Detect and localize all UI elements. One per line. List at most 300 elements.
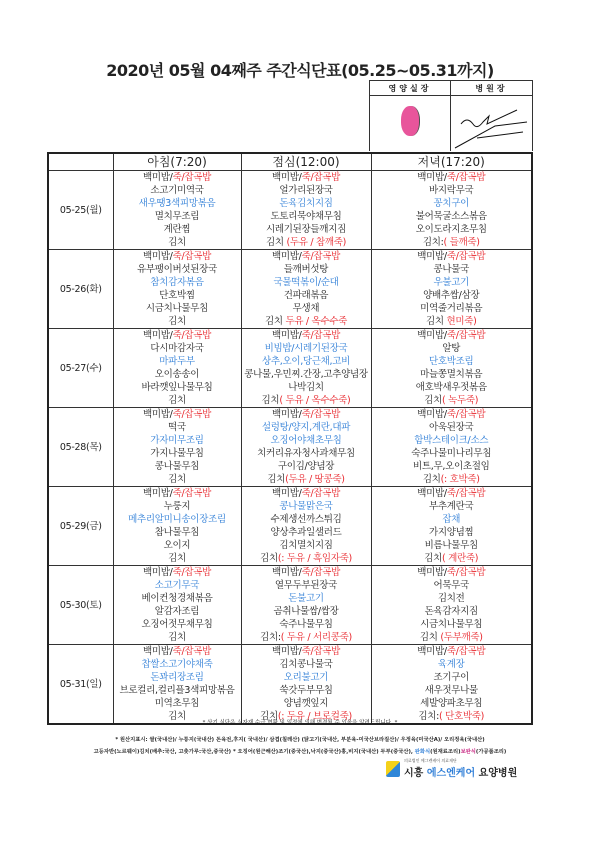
menu-item [372,236,532,249]
menu-item-text: 김치: [260,632,281,643]
menu-item-text: 불어묵굴소스볶음 [415,211,487,222]
menu-item-text: 양념깻잎지 [283,698,329,709]
menu-item-text: 가지나물무침 [150,448,204,459]
menu-item-text: 나박김치 [288,382,324,393]
menu-item-text: 알감자조림 [154,606,200,617]
menu-item-text: 가지양념찜 [429,527,474,538]
change-notice: * 상기 식단은 식자재 수급 현황 및 일정에 의해 변경될 수 있음을 알려드립니다. * [202,720,398,726]
menu-item [242,552,371,565]
menu-item-text: 국물떡볶이/순대 [273,277,339,288]
menu-item [372,394,532,407]
menu-item [114,184,241,197]
menu-item-text: 김치 [261,395,280,406]
menu-item-text: 도토리묵야채무침 [270,211,342,222]
menu-item-text: 죽/잡곡밥 [172,409,211,420]
menu-item-text: 죽/잡곡밥 [172,251,211,262]
menu-item-text: 백미밥/ [272,172,302,183]
menu-item [114,434,241,447]
soft-diet-note: (원재료조리) [430,749,461,755]
breakfast-cell [113,566,241,645]
header-row [48,153,532,171]
menu-item [114,487,241,500]
menu-item-text: 김치 [168,711,186,722]
menu-item-text: 백미밥/ [143,567,173,578]
menu-item [372,342,532,355]
menu-item-text: 죽/잡곡밥 [301,330,340,341]
menu-item [242,197,371,210]
menu-item-text: 백미밥/ [143,251,173,262]
menu-item [114,394,241,407]
menu-item [242,276,371,289]
menu-item [114,276,241,289]
dinner-cell [371,171,532,250]
menu-item [114,447,241,460]
menu-item [372,171,532,184]
menu-item-text: 백미밥/ [417,488,447,499]
menu-item-text: 김치 [260,711,278,722]
menu-item-text: 김치 [168,237,186,248]
menu-item-text: 브로컬리,컬리플3색피망볶음 [119,685,235,696]
menu-item [372,210,532,223]
day-row [48,250,532,329]
menu-item-text: 백미밥/ [143,488,173,499]
menu-item-text: 죽/잡곡밥 [446,330,486,341]
menu-item [114,645,241,658]
hospital-logo [386,758,517,779]
menu-item-text: ( 단호박죽) [439,711,485,722]
menu-item-text: 무생채 [292,303,320,314]
menu-item-text: ( 들깨죽) [443,237,480,248]
menu-item-text: (두유 / 참깨죽) [286,237,347,248]
menu-item [242,645,371,658]
menu-item [114,552,241,565]
menu-item-text: 새우젓무나물 [424,685,478,696]
approval-stamp-cell [370,96,451,151]
menu-item [114,289,241,302]
menu-item-text: 백미밥/ [417,172,447,183]
menu-item [372,460,532,473]
menu-item-text: 돈육감자지짐 [424,606,478,617]
menu-item-text: 시금치나물무침 [420,619,483,630]
menu-item [372,381,532,394]
menu-item-text: 죽/잡곡밥 [446,567,486,578]
menu-item-text: 백미밥/ [143,330,173,341]
menu-item [242,289,371,302]
menu-item-text: 설렁탕/양지,계란,대파 [261,422,351,433]
soft-diet-label: 완화식 [414,749,431,755]
menu-item-text: 죽/잡곡밥 [301,567,340,578]
day-row [48,329,532,408]
menu-item [242,381,371,394]
menu-item [242,592,371,605]
menu-item [242,697,371,710]
menu-item [242,184,371,197]
menu-item [242,447,371,460]
logo-mark-icon [386,761,400,777]
menu-item [372,197,532,210]
menu-item [114,539,241,552]
menu-item-text: 김치멸치지짐 [279,540,333,551]
menu-item-text: 김치 [168,553,186,564]
approval-box [369,80,533,151]
supplement-diet-note: (가공품조리) [475,749,507,755]
menu-item-text: 백미밥/ [272,488,302,499]
menu-item [372,605,532,618]
menu-item-text: 죽/잡곡밥 [446,172,486,183]
menu-item [372,671,532,684]
menu-item-text: ( 두유 / 옥수수죽) [279,395,351,406]
menu-item [114,513,241,526]
menu-item-text: 죽/잡곡밥 [301,409,340,420]
menu-item [372,631,532,644]
menu-item-text: 소고기무국 [154,580,200,591]
menu-item-text: 김치 [267,474,286,485]
menu-item [372,592,532,605]
menu-item-text: 죽/잡곡밥 [446,488,486,499]
menu-item-text: 단호박찜 [159,290,195,301]
menu-item [372,368,532,381]
menu-item [114,421,241,434]
menu-item-text: 조기구이 [433,672,469,683]
menu-item [114,223,241,236]
menu-item-text: 김치 [265,237,287,248]
menu-item-text: 다시마감자국 [150,343,204,354]
menu-item-text: 곰취나물쌈/쌈장 [273,606,339,617]
menu-item [372,539,532,552]
menu-item-text: 소고기미역국 [150,185,204,196]
menu-item-text: 백미밥/ [272,330,302,341]
menu-item-text: 애호박새우젓볶음 [415,382,487,393]
signature [451,96,531,151]
menu-item-text: 백미밥/ [272,567,302,578]
menu-item-text: 돈육김치지짐 [279,198,333,209]
menu-item [242,605,371,618]
menu-item-text: 김치 [424,395,443,406]
header-lunch: 점심(12:00) [241,153,371,171]
menu-item-text: 죽/잡곡밥 [301,488,340,499]
weekly-menu-table [47,152,533,725]
menu-item [242,473,371,486]
menu-item-text: 얼가리된장국 [279,185,333,196]
menu-item-text: 김치 [422,474,441,485]
menu-item-text: 시금치나물무침 [145,303,209,314]
day-row [48,487,532,566]
origin-info-line2 [0,747,600,755]
menu-item-text: 누룽지 [163,501,191,512]
menu-item-text: ( 녹두죽) [442,395,479,406]
menu-item [242,250,371,263]
menu-item-text: 백미밥/ [272,646,302,657]
menu-item [114,618,241,631]
date-cell: 05-29(금) [48,487,113,566]
menu-item-text: 함박스테이크/소스 [414,435,489,446]
menu-item-text: 죽/잡곡밥 [446,409,486,420]
menu-item-text: 바라깻잎나물무침 [141,382,213,393]
menu-item-text: 떡국 [168,422,186,433]
menu-item-text: 치커리유자청사과채무침 [257,448,355,459]
origin-text: 고등자반(노르웨이)김치(배추:국산, 고춧가루:국산,중국산) * 오징어(원근해산)조기(중국산),낙지(중국산)홍,비지(국내산) 두부(중국산), [93,749,415,755]
menu-item-text: 찹쌀소고기야채죽 [141,659,213,670]
menu-item [372,513,532,526]
menu-item-text: 오이지 [163,540,191,551]
logo-name-part: 시흥 [404,768,427,779]
menu-item [114,342,241,355]
menu-item [372,552,532,565]
dinner-cell [371,645,532,725]
menu-item [114,566,241,579]
menu-item-text: 양배추쌈/삼장 [423,290,480,301]
menu-item-text: 메추리알미니송이장조림 [128,514,226,525]
menu-item-text: 김치 [425,316,447,327]
day-row [48,645,532,725]
date-cell: 05-26(화) [48,250,113,329]
menu-item-text: 오이송송이 [154,369,200,380]
date-cell: 05-27(수) [48,329,113,408]
menu-item-text: 들깨버섯탕 [283,264,329,275]
menu-item [372,566,532,579]
menu-item-text: 육계장 [437,659,465,670]
lunch-cell [241,408,371,487]
menu-item [114,263,241,276]
menu-item-text: 백미밥/ [417,646,447,657]
logo-name-part: 요양병원 [475,768,518,779]
menu-item [114,210,241,223]
menu-item-text: 백미밥/ [417,409,447,420]
menu-item-text: (두부깨죽) [440,632,483,643]
menu-item [114,473,241,486]
menu-item [114,329,241,342]
menu-item [114,658,241,671]
menu-item-text: 비트,무,오이초절임 [413,461,490,472]
day-row [48,408,532,487]
menu-item-text: 건파래볶음 [283,290,329,301]
menu-item-text: 상추,오이,당근채,고비 [261,356,351,367]
menu-item-text: 김치 [168,632,186,643]
breakfast-cell [113,250,241,329]
header-date [48,153,113,171]
menu-item [372,408,532,421]
menu-item-text: 열무두부된장국 [274,580,338,591]
approval-nutrition-head: 영양실장 [370,81,451,96]
menu-item-text: 백미밥/ [417,567,447,578]
menu-item [114,579,241,592]
menu-item [372,329,532,342]
menu-item-text: 알탕 [442,343,461,354]
menu-item [114,592,241,605]
menu-item [372,289,532,302]
origin-info-line1: * 원산지표시: 쌀(국내산)/ 누룽지(국내산) 돈육전,후지( 국내산)/ 삼겹(칠레산) (닭고기(국내산, 부분육-미국산브라질산)/ 우정육(미국산A)/ 오리정육(국내산) [115,737,485,743]
menu-item [372,684,532,697]
menu-item [114,197,241,210]
menu-item-text: 백미밥/ [143,172,173,183]
menu-item [114,250,241,263]
dinner-cell [371,329,532,408]
approval-signature-cell [451,96,532,151]
menu-item-text: 세발양파초무침 [420,698,483,709]
menu-item-text: 참치감자볶음 [150,277,204,288]
dinner-cell [371,408,532,487]
menu-item-text: 양상추과일샐러드 [270,527,342,538]
menu-item [242,631,371,644]
lunch-cell [241,487,371,566]
menu-item [242,618,371,631]
menu-item [242,500,371,513]
menu-item-text: 콩나물무침 [154,461,200,472]
menu-item-text: 백미밥/ [272,251,302,262]
menu-item [242,394,371,407]
menu-item-text: 죽/잡곡밥 [446,646,486,657]
lunch-cell [241,645,371,725]
menu-item-text: 마늘쫑멸치볶음 [420,369,483,380]
day-row [48,171,532,250]
menu-item [242,210,371,223]
menu-item [242,355,371,368]
menu-item-text: 김치 [424,553,443,564]
breakfast-cell [113,645,241,725]
menu-item-text: 베이컨청경채볶음 [141,593,213,604]
menu-item [114,671,241,684]
menu-item [114,302,241,315]
menu-item [372,434,532,447]
menu-item-text: 어묵무국 [433,580,469,591]
date-cell: 05-25(월) [48,171,113,250]
menu-item [372,315,532,328]
date-cell: 05-28(목) [48,408,113,487]
menu-item-text: 백미밥/ [143,646,173,657]
menu-item-text: 김치 [168,316,186,327]
menu-item-text: 시레기된장들깨지짐 [266,224,346,235]
menu-item [372,184,532,197]
menu-item [242,329,371,342]
menu-item [242,302,371,315]
menu-item [242,526,371,539]
menu-item-text: (: 두유 / 브로컬죽) [277,711,352,722]
menu-item-text: 부추계란국 [429,501,474,512]
menu-item [242,460,371,473]
menu-item-text: 숙주나물미나리무침 [411,448,492,459]
menu-item [114,605,241,618]
menu-item-text: 김치콩나물국 [279,659,333,670]
menu-item [372,579,532,592]
menu-item-text: 마파두부 [159,356,195,367]
menu-item [242,408,371,421]
approval-director: 병원장 [451,81,532,96]
menu-item-text: 백미밥/ [417,251,447,262]
menu-item [114,631,241,644]
menu-item [114,460,241,473]
menu-item-text: 오징어젓무채무침 [141,619,213,630]
menu-item [242,684,371,697]
menu-item-text: 돈불고기 [288,593,324,604]
menu-item-text: 단호박조림 [429,356,474,367]
menu-item [114,368,241,381]
menu-item-text: 콩나물맑은국 [279,501,333,512]
menu-item-text: 죽/잡곡밥 [172,330,211,341]
menu-item-text: 오이도라지초무침 [415,224,487,235]
menu-item-text: 쑥갓두부무침 [279,685,333,696]
menu-item [114,684,241,697]
menu-item [372,276,532,289]
menu-item-text: 오징어야채초무침 [270,435,342,446]
menu-item-text: 수제생선까스튀김 [270,514,342,525]
menu-item-text: ( 두유 / 서리콩죽) [280,632,352,643]
menu-item-text: 가자미무조림 [150,435,204,446]
lunch-cell [241,329,371,408]
menu-item-text: 계란찜 [163,224,191,235]
date-cell: 05-30(토) [48,566,113,645]
menu-item-text: 죽/잡곡밥 [301,251,340,262]
menu-item [372,645,532,658]
menu-item [242,658,371,671]
menu-item-text: 새우땡3색피망볶음 [138,198,216,209]
supplement-diet-label: 보완식 [460,749,476,755]
menu-item-text: 백미밥/ [143,409,173,420]
breakfast-cell [113,329,241,408]
menu-item-text: 죽/잡곡밥 [446,251,486,262]
menu-item-text: 비빔밥/시레기된장국 [264,343,348,354]
menu-item-text: 김치 [168,395,186,406]
menu-item-text: 죽/잡곡밥 [172,646,211,657]
menu-item-text: (: 두유 / 흑임자죽) [277,553,352,564]
menu-item-text: 유부팽이버섯된장국 [137,264,217,275]
menu-item [242,368,371,381]
page-title: 2020년 05월 04째주 주간식단표(05.25~05.31까지) [106,61,494,80]
menu-item [242,513,371,526]
menu-item-text: 잡채 [442,514,461,525]
menu-item-text: 김치 [260,553,278,564]
menu-item-text: 죽/잡곡밥 [172,488,211,499]
menu-item [114,355,241,368]
dinner-cell [371,566,532,645]
menu-item-text: (: 호박죽) [440,474,480,485]
menu-item [372,473,532,486]
menu-item [372,500,532,513]
menu-item-text: 멸치무조림 [154,211,200,222]
menu-item-text: 바지락무국 [429,185,474,196]
menu-item-text: 아욱된장국 [429,422,474,433]
breakfast-cell [113,487,241,566]
menu-item [372,447,532,460]
menu-item [114,315,241,328]
menu-item-text: 김치: [422,237,444,248]
menu-item [372,526,532,539]
menu-item-text: 김치 [264,316,286,327]
menu-item [372,223,532,236]
header-breakfast: 아침(7:20) [113,153,241,171]
dinner-cell [371,487,532,566]
menu-item [372,658,532,671]
menu-item [114,408,241,421]
seal-stamp [401,106,420,136]
breakfast-cell [113,408,241,487]
menu-item-text: 콩나물,우민찌.간장,고추양념장 [244,369,368,380]
menu-item [242,566,371,579]
menu-item-text: 꽁치구이 [433,198,469,209]
menu-item [372,421,532,434]
menu-item [242,487,371,500]
menu-item [242,579,371,592]
menu-item [372,697,532,710]
menu-item-text: (두유 / 땅콩죽) [285,474,345,485]
menu-item-text: 죽/잡곡밥 [301,646,340,657]
menu-item [242,421,371,434]
menu-item-text: 우불고기 [433,277,469,288]
menu-item [242,263,371,276]
menu-item-text: 김치전 [437,593,465,604]
date-cell: 05-31(일) [48,645,113,725]
menu-item [114,500,241,513]
menu-item-text: 미역초무침 [154,698,200,709]
